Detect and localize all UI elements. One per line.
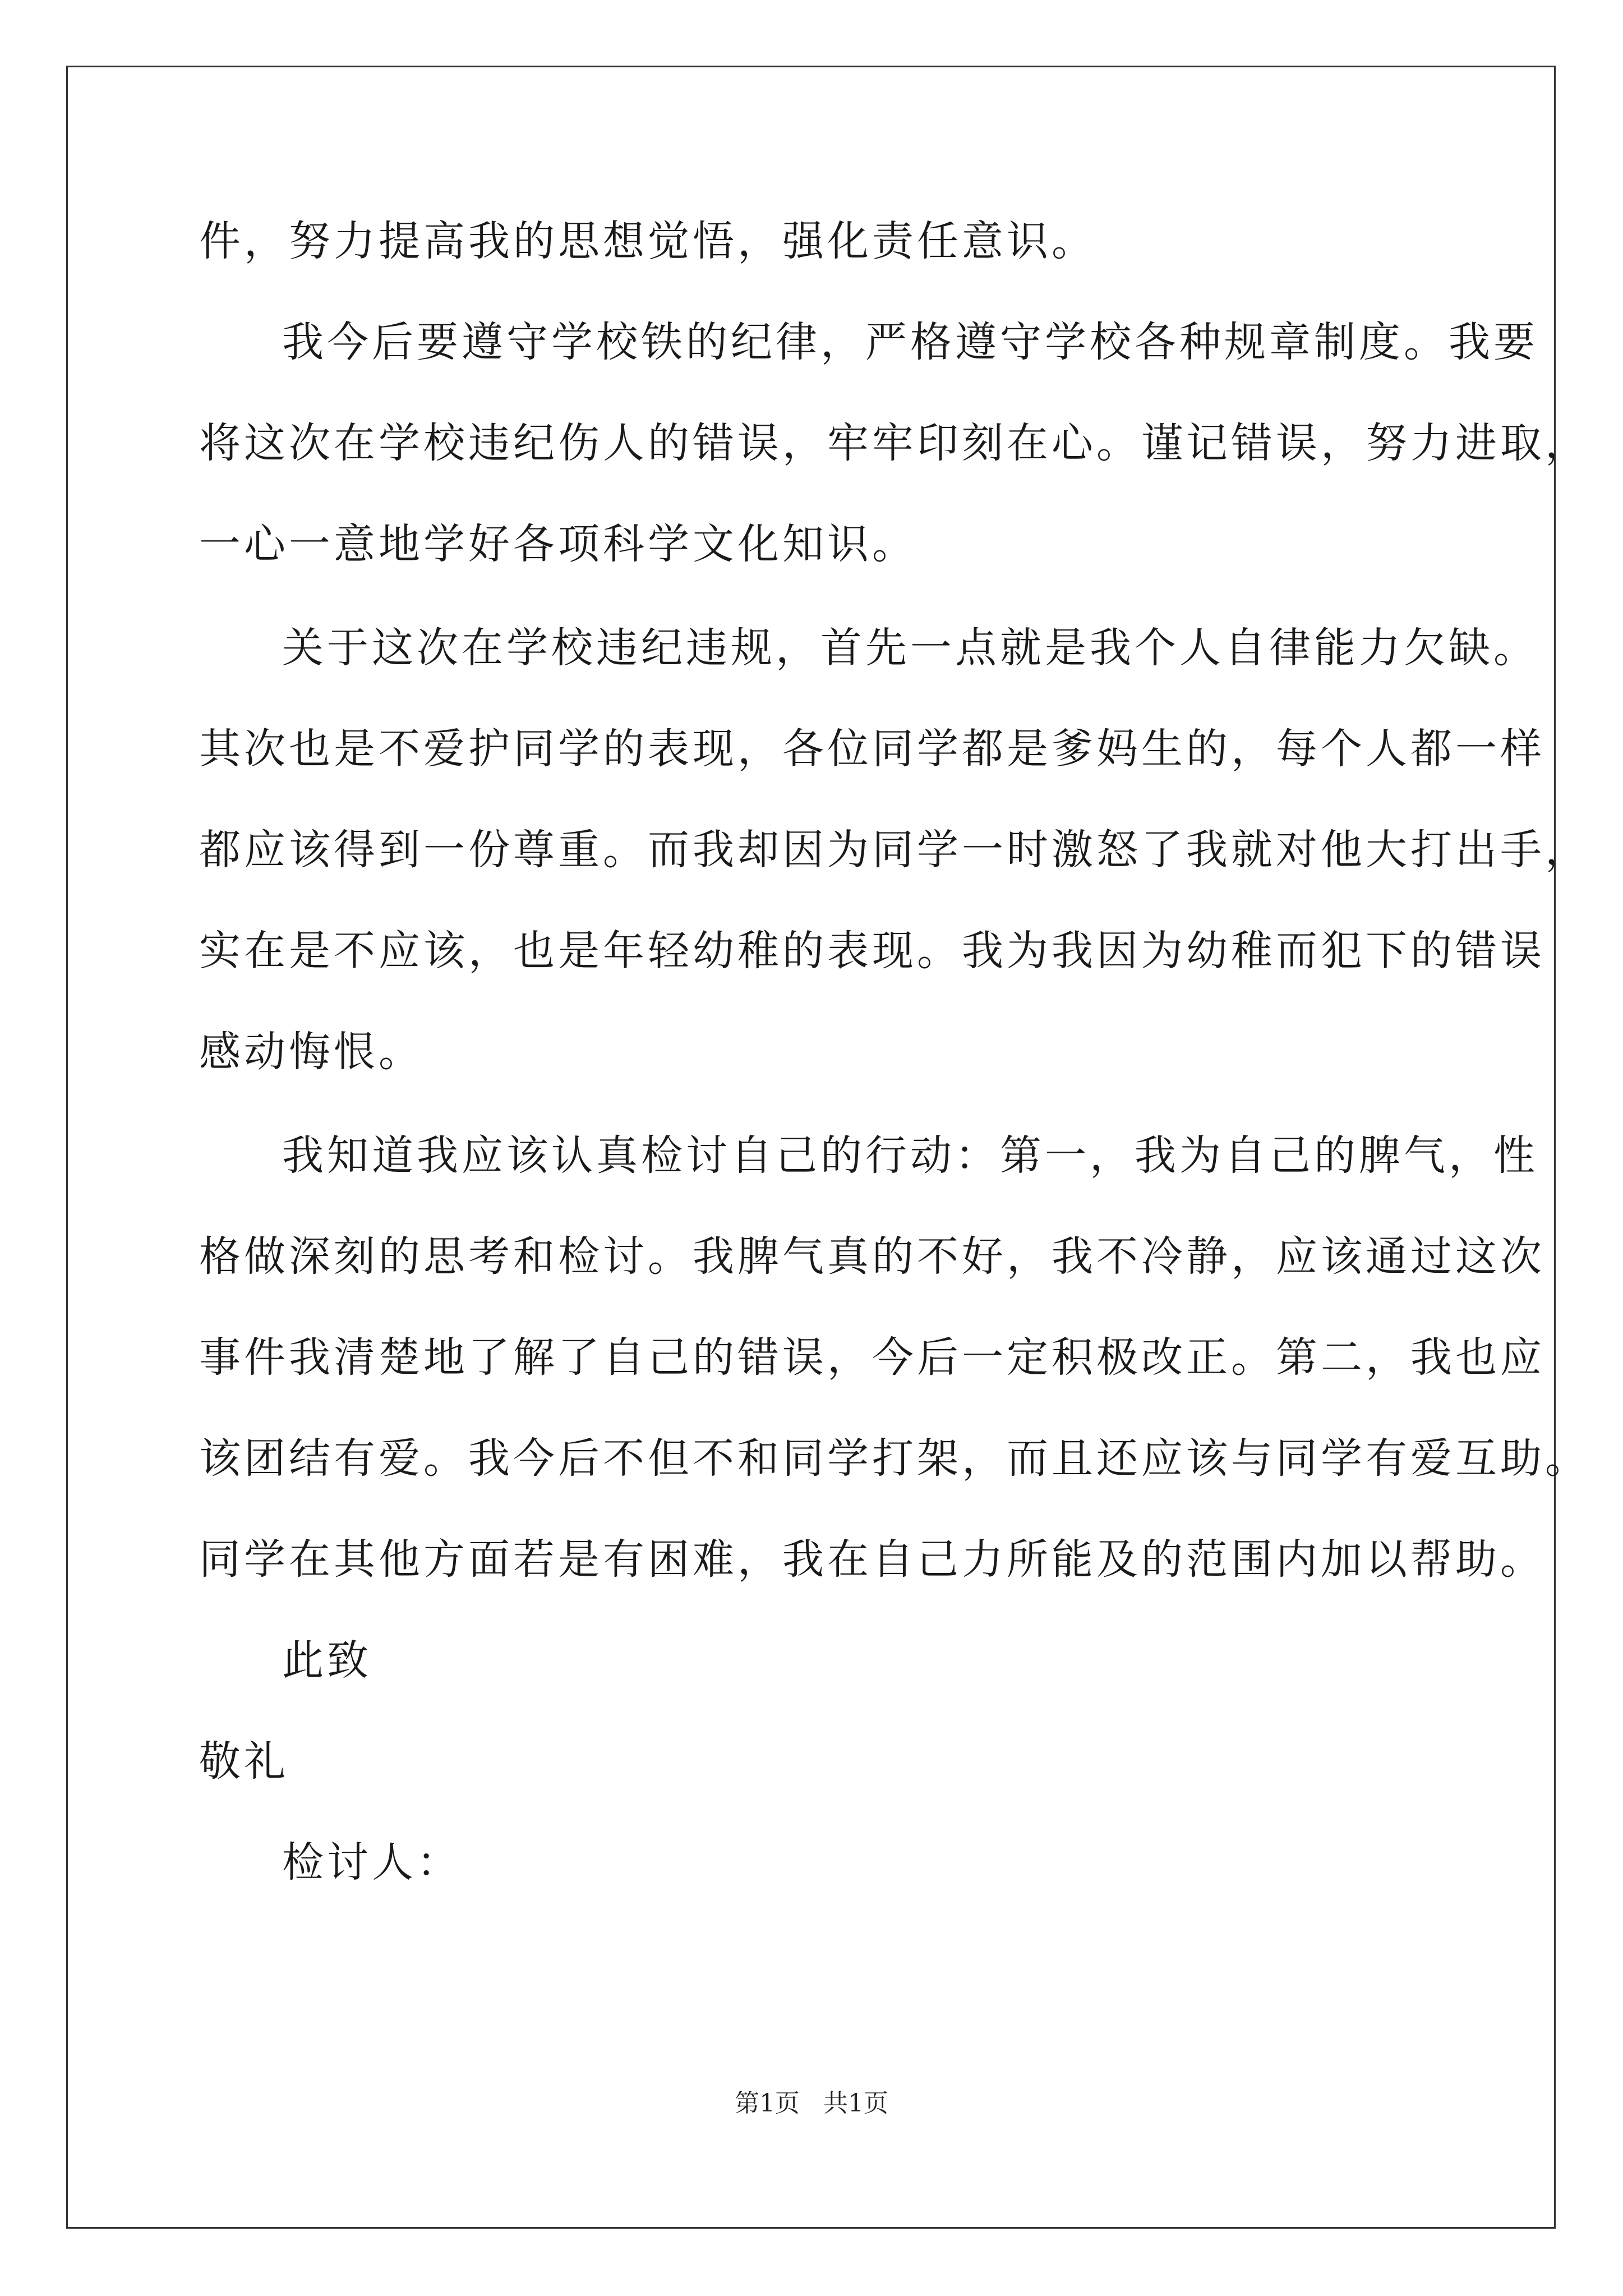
text-line: 一心一意地学好各项科学文化知识。 — [199, 520, 917, 568]
text-line: 我今后要遵守学校铁的纪律，严格遵守学校各种规章制度。我要 — [282, 318, 1538, 366]
text-line: 都应该得到一份尊重。而我却因为同学一时激怒了我就对他大打出手， — [199, 826, 1590, 874]
text-line: 件，努力提高我的思想觉悟，强化责任意识。 — [199, 217, 1096, 265]
page-footer: 第1页 共1页 — [735, 2089, 888, 2118]
text-line: 我知道我应该认真检讨自己的行动：第一，我为自己的脾气，性 — [282, 1131, 1538, 1180]
text-line: 该团结有爱。我今后不但不和同学打架，而且还应该与同学有爱互助。 — [199, 1434, 1590, 1483]
text-line: 事件我清楚地了解了自己的错误，今后一定积极改正。第二，我也应 — [199, 1333, 1545, 1382]
signature-label: 检讨人： — [282, 1838, 462, 1887]
text-line: 格做深刻的思考和检讨。我脾气真的不好，我不冷静，应该通过这次 — [199, 1232, 1545, 1281]
text-line: 将这次在学校违纪伤人的错误，牢牢印刻在心。谨记错误，努力进取， — [199, 419, 1590, 467]
closing-respect: 敬礼 — [199, 1737, 289, 1786]
text-line: 同学在其他方面若是有困难，我在自己力所能及的范围内加以帮助。 — [199, 1535, 1545, 1584]
text-line: 关于这次在学校违纪违规，首先一点就是我个人自律能力欠缺。 — [282, 624, 1538, 672]
text-line: 其次也是不爱护同学的表现，各位同学都是爹妈生的，每个人都一样 — [199, 725, 1545, 773]
closing-salutation: 此致 — [282, 1636, 372, 1685]
text-line: 实在是不应该，也是年轻幼稚的表现。我为我因为幼稚而犯下的错误 — [199, 927, 1545, 975]
text-line: 感动悔恨。 — [199, 1028, 423, 1076]
